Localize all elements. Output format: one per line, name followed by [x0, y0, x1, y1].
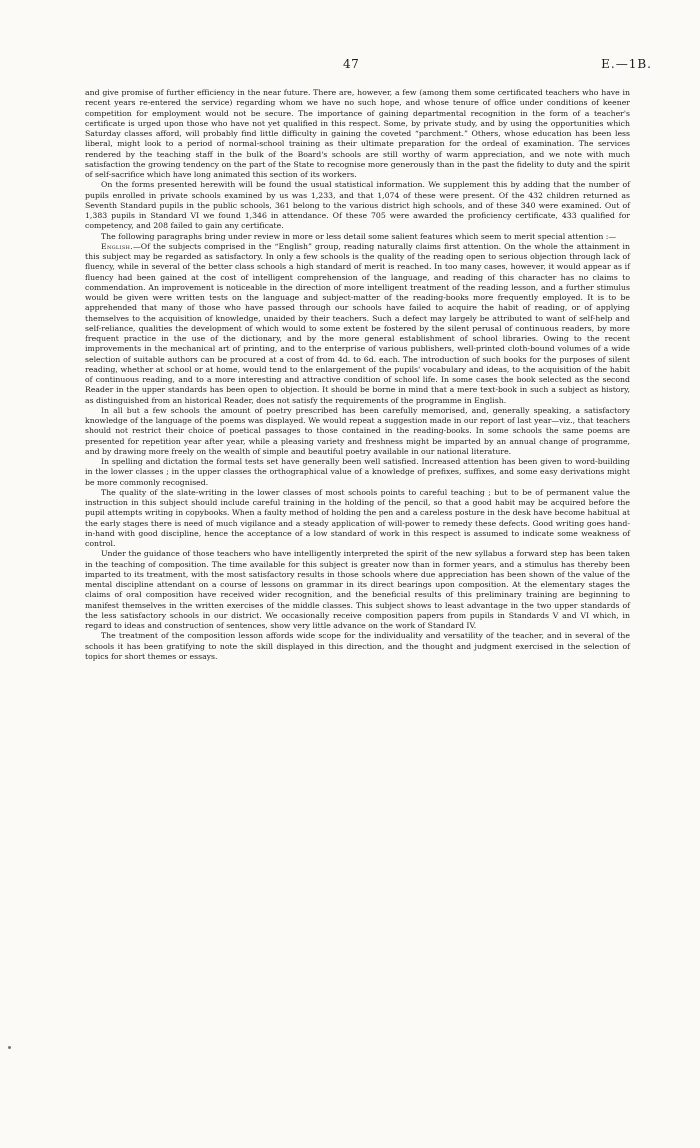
paragraph-intro-review: The following paragraphs bring under review in more or less detail some salient features which seem to merit special attention :— [101, 231, 617, 241]
paragraph-composition: Under the guidance of those teachers who have intelligently interpreted the spirit of the new syllabus a forward step has been taken in the teaching of composition. The time available for this subject is greater now than in former years, and a stimulus has thereby been imparted to its treatment, with the most satisfactory results in those schools where due appreciation has been shown of the value of the mental discipline attendant on a course of lessons on grammar in its direct bearings upon composition. At the elementary stages the claims of oral composition have received wider recognition, and the beneficial results of this preliminary training are beginning to manifest themselves in the written exercises of the middle classes. This subject shows to least advantage in the two upper standards of the less satisfactory schools in our district. We occasionally receive composition papers from pupils in Standards V and VI which, in regard to ideas and construction of sentences, show very little advance on the work of Standard IV. [85, 549, 630, 630]
paragraph-english-reading: English.—Of the subjects comprised in the “English” group, reading naturally claims first attention. On the whole the attainment in this subject may be regarded as satisfactory. In only a few schools is the quality of the reading open to serious objection through lack of fluency, while in several of the better class schools a high standard of merit is reached. In too many cases, however, it would appear as if fluency had been gained at the cost of intelligent comprehension of the language, and reading of this character has no claims to commendation. An improvement is noticeable in the direction of more intelligent treatment of the reading lesson, and a further stimulus would be given were written tests on the language and subject-matter of the reading-books more frequently employed. It is to be apprehended that many of those who have passed through our schools have failed to acquire the habit of reading, or of applying themselves to the acquisition of knowledge, unaided by their teachers. Such a defect may largely be attributed to want of self-help and self-reliance, qualities the development of which would to some extent be fostered by the silent perusal of continuous readers, by more frequent practice in the use of the dictionary, and by the more general establishment of school libraries. Owing to the recent improvements in the mechanical art of printing, and to the enterprise of various publishers, well-printed cloth-bound volumes of a wide selection of suitable authors can be procured at a cost of from 4d. to 6d. each. The introduction of such books for the purposes of silent reading, whether at school or at home, would tend to the enlargement of the pupils' vocabulary and ideas, to the acquisition of the habit of continuous reading, and to a more interesting and attractive condition of school life. In some cases the book selected as the second Reader in the upper standards has been open to objection. It should be borne in mind that a mere text-book in such a subject as history, as distinguished from an historical Reader, does not satisfy the requirements of the programme in English. [85, 241, 630, 405]
paragraph-teachers: and give promise of further efficiency in the near future. There are, however, a few (among them some certificated teachers who have in recent years re-entered the service) regarding whom we have no such hope, and whose tenure of office under conditions of keener competition for employment would not be secure. The importance of gaining departmental recognition in the form of a teacher's certificate is urged upon those who have not yet qualified in this respect. Some, by private study, and by using the opportunities which Saturday classes afford, will probably find little difficulty in gaining the coveted “parchment.” Others, whose education has been less liberal, might look to a period of normal-school training as their ultimate preparation for the ordeal of examination. The services rendered by the teaching staff in the bulk of the Board's schools are still worthy of warm appreciation, and we note with much satisfaction the growing tendency on the part of the State to recognise more generously than in the past the fidelity to duty and the spirit of self-sacrifice which have long animated this section of its workers. [85, 88, 630, 179]
paragraph-poetry: In all but a few schools the amount of poetry prescribed has been carefully memorised, and, generally speaking, a satisfactory knowledge of the language of the poems was displayed. We would repeat a suggestion made in our report of last year—viz., that teachers should not restrict their choice of poetical passages to those contained in the reading-books. In some schools the same poems are presented for repetition year after year, while a pleasing variety and freshness might be imparted by an annual change of programme, and by drawing more freely on the wealth of simple and beautiful poetry available in our national literature. [85, 405, 630, 456]
document-reference: E.—1B. [601, 57, 652, 71]
paragraph-composition-treatment: The treatment of the composition lesson affords wide scope for the individuality and versatility of the teacher, and in several of the schools it has been gratifying to note the skill displayed in this direction, and the thought and judgment exercised in the selection of topics for short themes or essays. [85, 631, 630, 661]
paragraph-spelling: In spelling and dictation the formal tests set have generally been well satisfied. Increased attention has been given to word-building in the lower classes ; in the upper classes the orthographical value of a knowledge of prefixes, suffixes, and some easy derivations might be more commonly recognised. [85, 457, 630, 487]
margin-mark [8, 1046, 11, 1049]
paragraph-writing: The quality of the slate-writing in the lower classes of most schools points to careful teaching ; but to be of permanent value the instruction in this subject should include careful training in the holding of the pencil, so that a good habit may be acquired before the pupil attempts writing in copybooks. When a faulty method of holding the pen and a careless posture in the desk have become habitual at the early stages there is need of much vigilance and a steady application of will-power to remedy these defects. Good writing goes hand-in-hand with good discipline, hence the acceptance of a low standard of work in this respect is assumed to indicate some weakness of control. [85, 487, 630, 548]
paragraph-statistics: On the forms presented herewith will be found the usual statistical information. We supplement this by adding that the number of pupils enrolled in private schools examined by us was 1,233, and that 1,074 of these were present. Of the 432 children returned as Seventh Standard pupils in the public schools, 361 belong to the various district high schools, and of these 340 were examined. Out of 1,383 pupils in Standard VI we found 1,346 in attendance. Of these 705 were awarded the proficiency certificate, 433 qualified for competency, and 208 failed to gain any certificate. [85, 180, 630, 231]
page-number: 47 [343, 57, 360, 71]
body-text [85, 88, 630, 662]
